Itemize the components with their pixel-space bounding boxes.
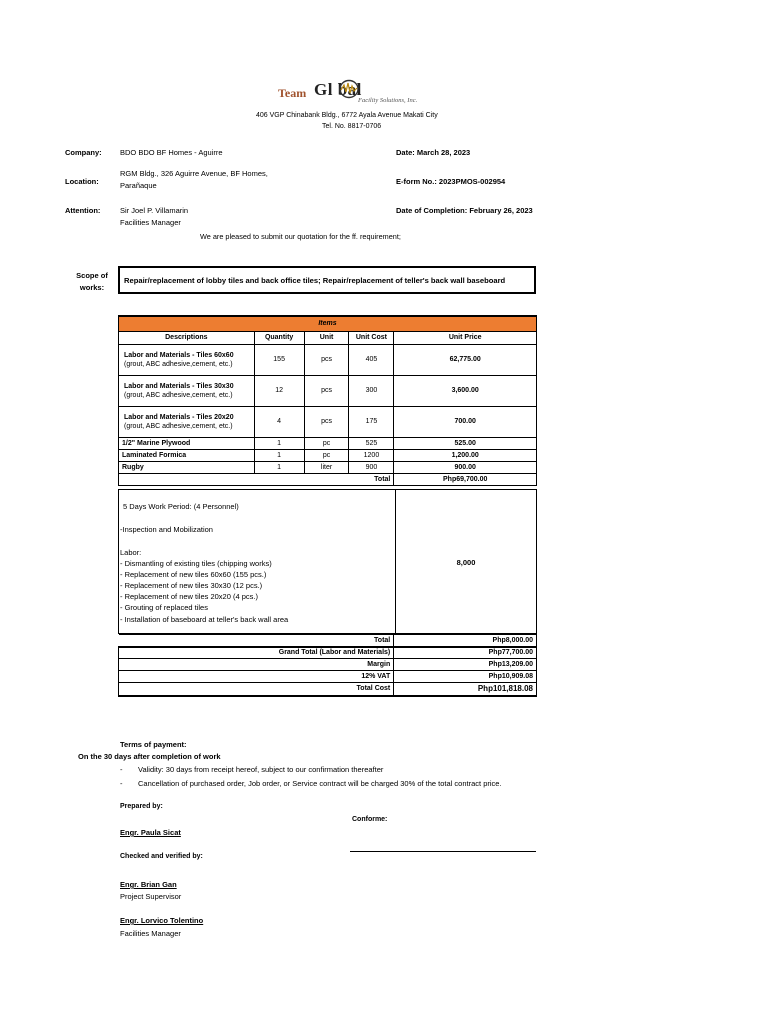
logo-subtitle: Facility Solutions, Inc. <box>358 97 418 104</box>
row-cost: 1200 <box>349 449 394 461</box>
summary-value: Php77,700.00 <box>394 647 537 659</box>
terms-line-bold: 30 days after completion of work <box>103 752 221 761</box>
labor-line: - Replacement of new tiles 20x20 (4 pcs.) <box>120 592 258 601</box>
row-cost: 405 <box>349 344 394 375</box>
labor-line: - Installation of baseboard at teller's back wall area <box>120 615 289 624</box>
header-unit-cost: Unit Cost <box>349 331 394 344</box>
row-qty: 1 <box>254 449 304 461</box>
row-cost: 175 <box>349 406 394 437</box>
labor-amount: 8,000 <box>456 558 476 567</box>
items-title: Items <box>119 316 537 331</box>
date-field: Date: March 28, 2023 <box>396 148 471 157</box>
table-row <box>119 461 537 473</box>
row-desc: Labor and Materials - Tiles 60x60 <box>124 351 234 359</box>
summary-table <box>118 634 537 697</box>
manager-name: Engr. Lorvico Tolentino <box>120 916 204 925</box>
row-price: 62,775.00 <box>394 344 537 375</box>
row-desc: Laminated Formica <box>119 449 255 461</box>
row-qty: 4 <box>254 406 304 437</box>
logo-team-text: Team <box>278 86 307 100</box>
row-desc: 1/2" Marine Plywood <box>119 437 255 449</box>
header-descriptions: Descriptions <box>119 331 255 344</box>
work-period: 5 Days Work Period: (4 Personnel) <box>123 502 239 511</box>
location-line2: Parañaque <box>120 181 157 190</box>
row-unit: pc <box>304 437 349 449</box>
items-table <box>118 315 537 486</box>
summary-label: 12% VAT <box>119 671 394 683</box>
checker-title: Project Supervisor <box>120 892 182 901</box>
labor-line: - Dismantling of existing tiles (chipping works) <box>120 559 272 568</box>
table-row <box>119 375 537 406</box>
globe-icon <box>338 79 360 99</box>
table-row <box>119 449 537 461</box>
row-cost: 525 <box>349 437 394 449</box>
table-row <box>119 406 537 437</box>
row-price: 3,600.00 <box>394 375 537 406</box>
inspection-line: -Inspection and Mobilization <box>120 525 213 534</box>
checker-name: Engr. Brian Gan <box>120 880 177 889</box>
row-qty: 12 <box>254 375 304 406</box>
summary-label: Total Cost <box>119 683 394 696</box>
summary-value: Php13,209.00 <box>394 659 537 671</box>
manager-title: Facilities Manager <box>120 929 181 938</box>
attention-label: Attention: <box>65 206 101 215</box>
eform-number: E-form No.: 2023PMOS-002954 <box>396 177 506 186</box>
labor-heading: Labor: <box>120 548 142 557</box>
terms-line <box>78 752 221 761</box>
table-row <box>119 344 537 375</box>
labor-line: - Replacement of new tiles 30x30 (12 pcs.) <box>120 581 263 590</box>
company-address: 406 VGP Chinabank Bldg., 6772 Ayala Avenue Makati City <box>256 112 438 119</box>
row-price: 1,200.00 <box>394 449 537 461</box>
conforme-signature-line <box>350 851 536 852</box>
conforme-label: Conforme: <box>352 816 388 823</box>
scope-label-1: Scope of <box>76 271 108 280</box>
header-unit-price: Unit Price <box>394 331 537 344</box>
scope-of-works-box <box>118 266 536 294</box>
header-unit: Unit <box>304 331 349 344</box>
location-label: Location: <box>65 177 99 186</box>
location-line1: RGM Bldg., 326 Aguirre Avenue, BF Homes, <box>120 169 268 178</box>
company-value: BDO BDO BF Homes - Aguirre <box>120 148 223 157</box>
labor-amount-box <box>395 489 537 634</box>
table-row <box>119 437 537 449</box>
row-qty: 1 <box>254 437 304 449</box>
terms-cancellation: Cancellation of purchased order, Job order, or Service contract will be charged 30% of the total contract price. <box>138 779 502 788</box>
prepared-by-label: Prepared by: <box>120 803 163 810</box>
preparer-name: Engr. Paula Sicat <box>120 828 181 837</box>
intro-text: We are pleased to submit our quotation for the ff. requirement; <box>200 232 401 241</box>
row-desc-detail: (grout, ABC adhesive,cement, etc.) <box>124 391 233 399</box>
company-tel: Tel. No. 8817-0706 <box>322 123 382 130</box>
row-unit: pcs <box>304 375 349 406</box>
items-total-value: Php69,700.00 <box>394 473 537 485</box>
summary-value: Php8,000.00 <box>394 635 537 647</box>
summary-label: Margin <box>119 659 394 671</box>
terms-heading: Terms of payment: <box>120 740 187 749</box>
completion-date: Date of Completion: February 26, 2023 <box>396 206 533 215</box>
logo-global-text: Gl bal <box>314 80 362 99</box>
company-logo <box>278 78 458 108</box>
labor-line: - Replacement of new tiles 60x60 (155 pcs.) <box>120 570 267 579</box>
row-cost: 900 <box>349 461 394 473</box>
summary-label: Total <box>119 635 394 647</box>
row-price: 900.00 <box>394 461 537 473</box>
row-unit: pc <box>304 449 349 461</box>
row-price: 525.00 <box>394 437 537 449</box>
row-desc: Labor and Materials - Tiles 30x30 <box>124 382 234 390</box>
row-desc-detail: (grout, ABC adhesive,cement, etc.) <box>124 360 233 368</box>
row-desc: Labor and Materials - Tiles 20x20 <box>124 413 234 421</box>
summary-value: Php10,909.08 <box>394 671 537 683</box>
labor-line: - Grouting of replaced tiles <box>120 603 208 612</box>
row-qty: 155 <box>254 344 304 375</box>
terms-bullet-dash: - <box>120 779 123 788</box>
row-cost: 300 <box>349 375 394 406</box>
terms-bullet-dash: - <box>120 765 123 774</box>
terms-validity: Validity: 30 days from receipt hereof, subject to our confirmation thereafter <box>138 765 384 774</box>
row-desc: Rugby <box>119 461 255 473</box>
row-qty: 1 <box>254 461 304 473</box>
attention-title: Facilities Manager <box>120 218 181 227</box>
row-unit: liter <box>304 461 349 473</box>
items-total-label: Total <box>119 473 394 485</box>
company-label: Company: <box>65 148 102 157</box>
header-quantity: Quantity <box>254 331 304 344</box>
attention-name: Sir Joel P. Villamarin <box>120 206 189 215</box>
labor-description-box <box>118 489 396 634</box>
row-unit: pcs <box>304 406 349 437</box>
checked-by-label: Checked and verified by: <box>120 853 203 860</box>
scope-text: Repair/replacement of lobby tiles and back office tiles; Repair/replacement of teller's back wall baseboard <box>124 275 506 285</box>
row-desc-detail: (grout, ABC adhesive,cement, etc.) <box>124 422 233 430</box>
summary-value: Php101,818.08 <box>394 683 537 696</box>
summary-label: Grand Total (Labor and Materials) <box>119 647 394 659</box>
row-unit: pcs <box>304 344 349 375</box>
row-price: 700.00 <box>394 406 537 437</box>
terms-line-prefix: On the <box>78 752 104 761</box>
scope-label-2: works: <box>79 283 105 292</box>
